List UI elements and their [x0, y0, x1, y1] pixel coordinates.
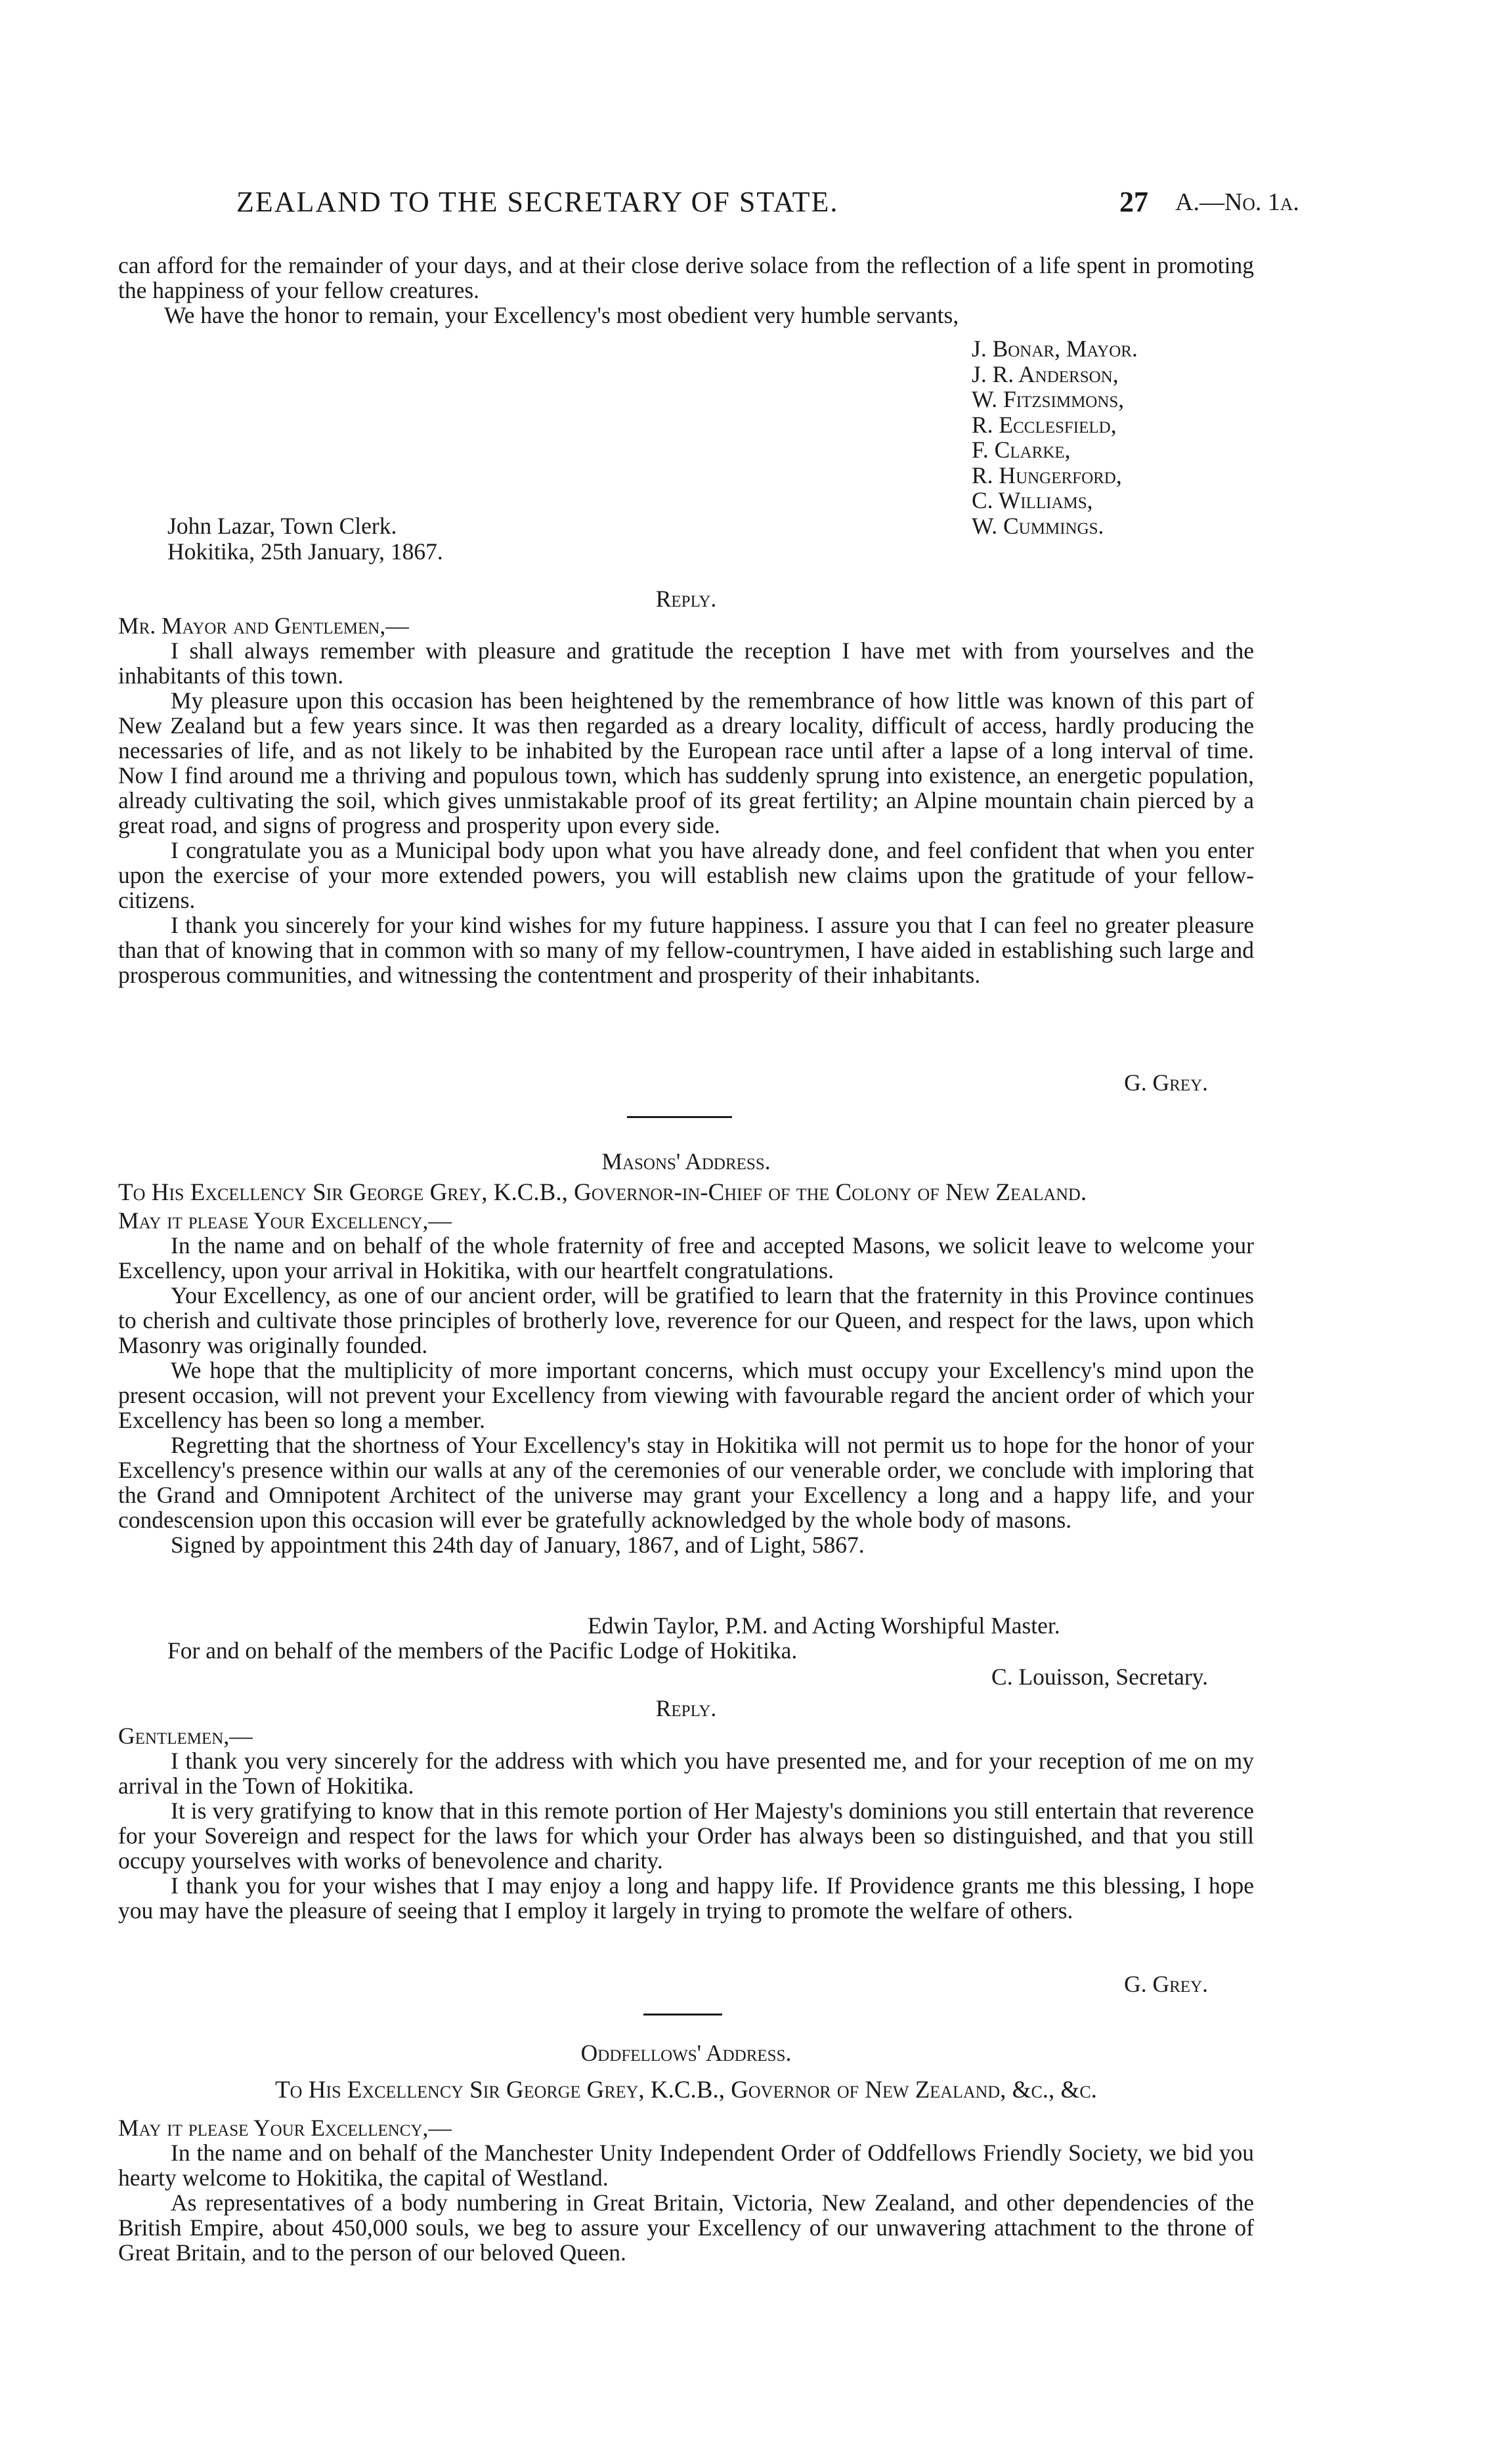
signatories-list — [972, 336, 1138, 538]
paragraph: can afford for the remainder of your days, and at their close derive solace from the reflection of a life spent in promoting the happiness of your fellow creatures. — [118, 252, 1254, 303]
masons-heading: Masons' Address. — [601, 1148, 771, 1175]
town-clerk: John Lazar, Town Clerk. — [167, 513, 397, 539]
paragraph: In the name and on behalf of the Manchester Unity Independent Order of Oddfellows Friendly Society, we bid you hearty welcome to Hokitika, the capital of Westland. — [118, 2140, 1254, 2191]
signatory: R. Ecclesfield, — [972, 411, 1117, 438]
signatory: W. Cummings. — [972, 512, 1104, 539]
signatory: C. Williams, — [972, 487, 1093, 513]
document-reference: A.—No. 1a. — [1175, 188, 1299, 216]
reply-signature: G. Grey. — [1124, 1971, 1208, 1997]
signatory: J. Bonar, Mayor. — [972, 335, 1138, 362]
signatory: F. Clarke, — [972, 437, 1071, 463]
reply-heading: Reply. — [655, 1695, 717, 1721]
section-divider — [627, 1116, 732, 1118]
address-continuation — [118, 253, 1254, 328]
clerk-block — [167, 513, 443, 564]
reply-signature: G. Grey. — [1124, 1069, 1208, 1096]
reply-heading: Reply. — [655, 586, 717, 612]
on-behalf-line: For and on behalf of the members of the Pacific Lodge of Hokitika. — [167, 1637, 798, 1664]
paragraph: It is very gratifying to know that in this remote portion of Her Majesty's dominions you still entertain that reverence for your Sovereign and respect for the laws for which your Order has always been so distinguished, and that you still occupy yourselves with works of benevolence and charity. — [118, 1798, 1254, 1874]
signatory: W. Fitzsimmons, — [972, 386, 1125, 412]
paragraph: I thank you for your wishes that I may enjoy a long and happy life. If Providence grants me this blessing, I hope you may have the pleasure of seeing that I employ it largely in trying to promote the welfare of others. — [118, 1872, 1254, 1924]
masons-secretary: C. Louisson, Secretary. — [991, 1664, 1208, 1690]
oddfellows-heading: Oddfellows' Address. — [580, 2040, 792, 2066]
place-date: Hokitika, 25th January, 1867. — [167, 538, 443, 565]
paragraph: I thank you very sincerely for the address with which you have presented me, and for your reception of me on my arrival in the Town of Hokitika. — [118, 1748, 1254, 1799]
paragraph: I congratulate you as a Municipal body upon what you have already done, and feel confident that when you enter upon the exercise of your more extended powers, you will establish new claims upon the gratitude of your fellow-citizens. — [118, 837, 1254, 913]
signed-line: Signed by appointment this 24th day of January, 1867, and of Light, 5867. — [171, 1532, 865, 1558]
reply-to-masons — [118, 1723, 1254, 1923]
reply-to-mayor — [118, 613, 1254, 987]
page-number: 27 — [1119, 186, 1148, 218]
paragraph: I thank you sincerely for your kind wishes for my future happiness. I assure you that I can feel no greater pleasure than that of knowing that in common with so many of my fellow-countrymen, I have aided in establishing such large and prosperous communities, and witnessing the contentment and prosperity of their inhabitants. — [118, 912, 1254, 988]
salutation: May it please Your Excellency,— — [118, 1207, 452, 1234]
page-body — [118, 0, 1254, 2458]
signatory: J. R. Anderson, — [972, 360, 1119, 387]
paragraph: Your Excellency, as one of our ancient order, will be gratified to learn that the fraternity in this Province continues to cherish and cultivate those principles of brotherly love, reverence for our Queen, and respect for the laws, upon which Masonry was originally founded. — [118, 1282, 1254, 1358]
paragraph: Regretting that the shortness of Your Excellency's stay in Hokitika will not permit us to hope for the honor of your Excellency's presence within our walls at any of the ceremonies of our venerable order, we conclude with imploring that the Grand and Omnipotent Architect of the universe may grant your Excellency a long and a happy life, and your condescension upon this occasion will ever be gratefully acknowledged by the whole body of masons. — [118, 1432, 1254, 1533]
salutation: Gentlemen,— — [118, 1723, 253, 1749]
paragraph: I shall always remember with pleasure and gratitude the reception I have met with from yourselves and the inhabitants of this town. — [118, 637, 1254, 689]
paragraph: In the name and on behalf of the whole fraternity of free and accepted Masons, we solicit leave to welcome your Excellency, upon your arrival in Hokitika, with our heartfelt congratulations. — [118, 1232, 1254, 1283]
paragraph: As representatives of a body numbering in Great Britain, Victoria, New Zealand, and other dependencies of the British Empire, about 450,000 souls, we beg to assure your Excellency of our unwavering attachment to the throne of Great Britain, and to the person of our beloved Queen. — [118, 2189, 1254, 2266]
masons-signer: Edwin Taylor, P.M. and Acting Worshipful Master. — [588, 1612, 1060, 1639]
signatory: R. Hungerford, — [972, 462, 1122, 488]
oddfellows-address — [118, 2115, 1254, 2265]
addressee: To His Excellency Sir George Grey, K.C.B., Governor-in-Chief of the Colony of New Zealand. — [118, 1179, 1087, 1206]
running-head: ZEALAND TO THE SECRETARY OF STATE. — [236, 186, 839, 218]
closing-line: We have the honor to remain, your Excellency's most obedient very humble servants, — [164, 302, 959, 328]
paragraph: My pleasure upon this occasion has been heightened by the remembrance of how little was known of this part of New Zealand but a few years since. It was then regarded as a dreary locality, difficult of access, hardly producing the necessaries of life, and as not likely to be inhabited by the European race until after a lapse of a long interval of time. Now I find around me a thriving and populous town, which has suddenly sprung into existence, an energetic population, already cultivating the soil, which gives unmistakable proof of its great fertility; an Alpine mountain chain pierced by a great road, and signs of progress and prosperity upon every side. — [118, 687, 1254, 838]
addressee: To His Excellency Sir George Grey, K.C.B., Governor of New Zealand, &c., &c. — [275, 2077, 1097, 2103]
section-divider — [643, 2014, 722, 2016]
masons-address — [118, 1180, 1254, 1557]
salutation: May it please Your Excellency,— — [118, 2115, 452, 2141]
salutation: Mr. Mayor and Gentlemen,— — [118, 613, 409, 639]
paragraph: We hope that the multiplicity of more important concerns, which must occupy your Excellency's mind upon the present occasion, will not prevent your Excellency from viewing with favourable regard the ancient order of which your Excellency has been so long a member. — [118, 1357, 1254, 1433]
